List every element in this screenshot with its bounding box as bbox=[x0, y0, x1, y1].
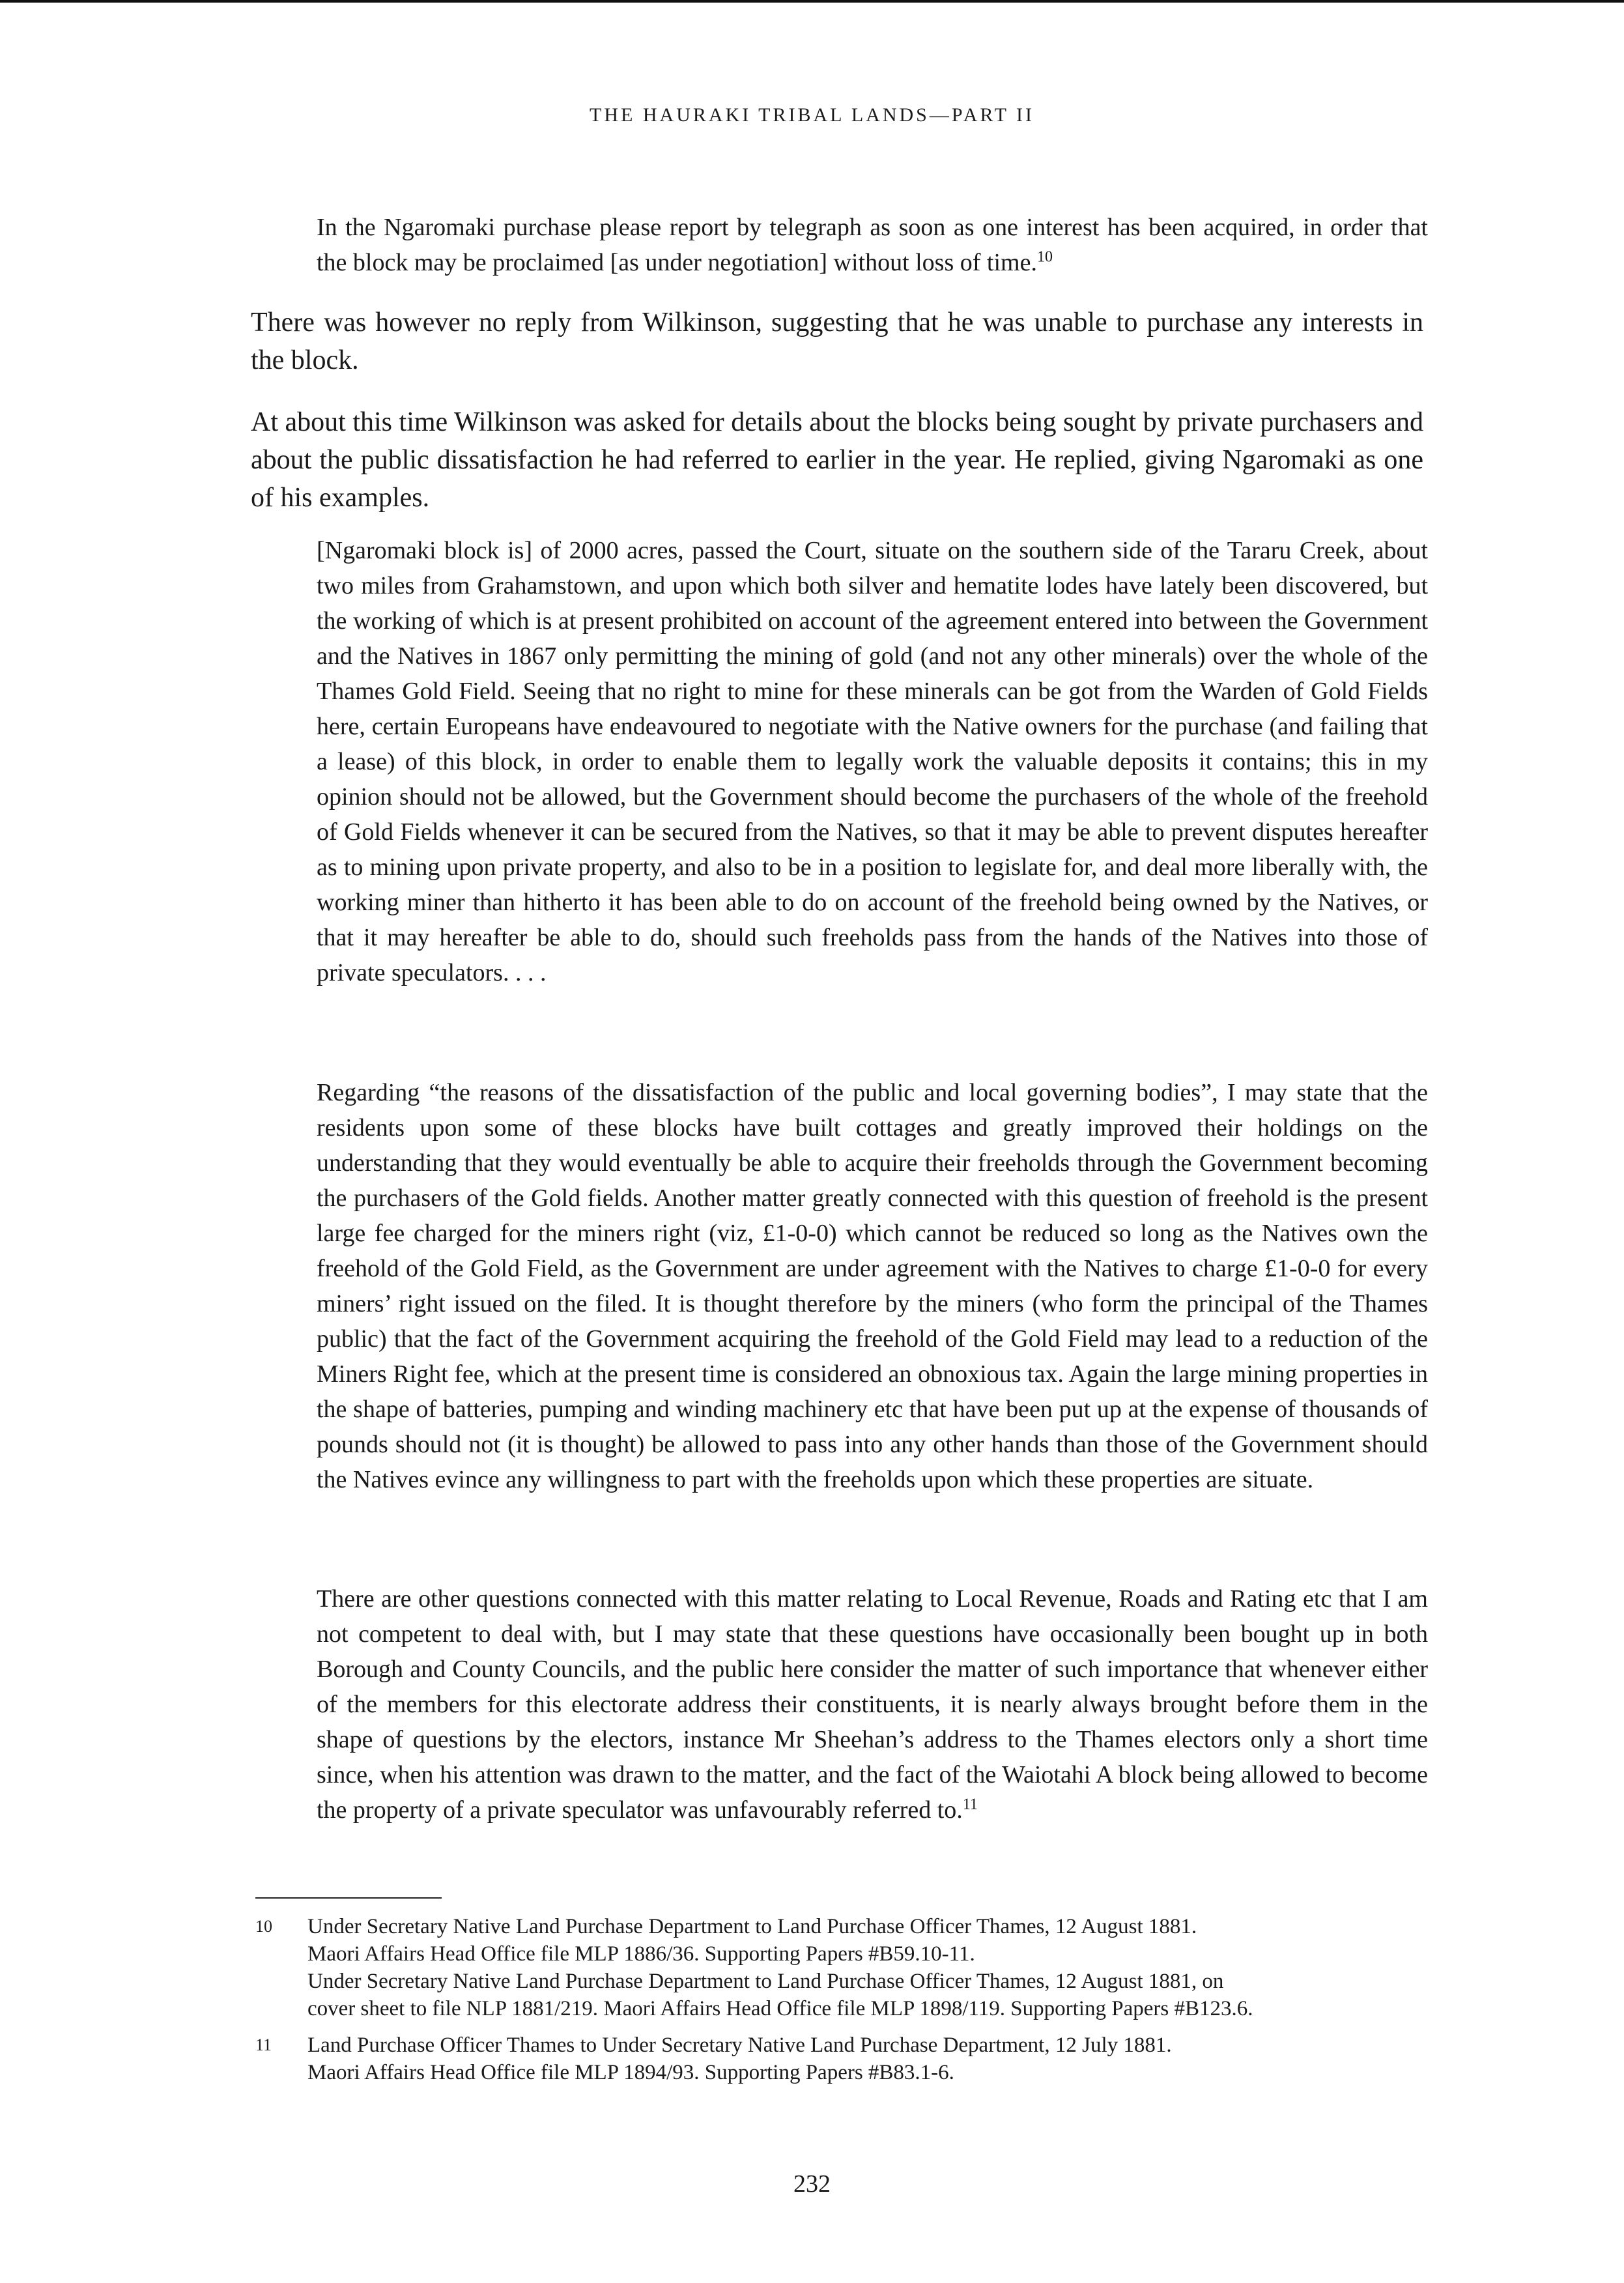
footnote-line: Maori Affairs Head Office file MLP 1894/93. Supporting Papers #B83.1-6. bbox=[307, 2061, 954, 2084]
quote-telegram-text: In the Ngaromaki purchase please report by telegraph as soon as one interest has been acquired, in order that the block may be proclaimed [as under negotiation] without loss of time. bbox=[317, 214, 1428, 276]
running-header: THE HAURAKI TRIBAL LANDS—PART II bbox=[590, 104, 1034, 126]
footnote-10 bbox=[255, 1913, 1428, 2022]
quote-ngaromaki-block: [Ngaromaki block is] of 2000 acres, passed the Court, situate on the southern side of the Tararu Creek, about two miles from Grahamstown, and upon which both silver and hematite lodes have lately been discovered, but the working of which is at present prohibited on account of the agreement entered into between the Government and the Natives in 1867 only permitting the mining of gold (and not any other minerals) over the whole of the Thames Gold Field. Seeing that no right to mine for these minerals can be got from the Warden of Gold Fields here, certain Europeans have endeavoured to negotiate with the Native owners for the purchase (and failing that a lease) of this block, in order to enable them to legally work the valuable deposits it contains; this in my opinion should not be allowed, but the Government should become the purchasers of the whole of the freehold of Gold Fields whenever it can be secured from the Natives, so that it may be able to prevent disputes hereafter as to mining upon private property, and also to be in a position to legislate for, and deal more liberally with, the working miner than hitherto it has been able to do on account of the freehold being owned by the Natives, or that it may hereafter be able to do, should such freeholds pass from the hands of the Natives into those of private speculators. . . . bbox=[317, 537, 1428, 986]
footnote-11 bbox=[255, 2032, 1428, 2086]
footnote-line: Maori Affairs Head Office file MLP 1886/36. Supporting Papers #B59.10-11. bbox=[307, 1942, 975, 1966]
footnote-line: Under Secretary Native Land Purchase Department to Land Purchase Officer Thames, 12 August 1881. bbox=[307, 1915, 1197, 1938]
footnote-line: Land Purchase Officer Thames to Under Secretary Native Land Purchase Department, 12 July 1881. bbox=[307, 2033, 1172, 2057]
footnote-number: 10 bbox=[255, 1917, 272, 1936]
paragraph-no-reply: There was however no reply from Wilkinson, suggesting that he was unable to purchase any interests in the block. bbox=[251, 308, 1423, 375]
quote-other-questions-text: There are other questions connected with this matter relating to Local Revenue, Roads and Rating etc that I am not competent to deal with, but I may state that these questions have occasionally been bought up in both Borough and County Councils, and the public here consider the matter of such importance that whenever either of the members for this electorate address their constituents, it is nearly always brought before them in the shape of questions by the electors, instance Mr Sheehan’s address to the Thames electors only a short time since, when his attention was drawn to the matter, and the fact of the Waiotahi A block being allowed to become the property of a private speculator was unfavourably referred to. bbox=[317, 1585, 1428, 1824]
footnote-number: 11 bbox=[255, 2035, 272, 2054]
footnote-separator bbox=[255, 1897, 442, 1899]
quote-reasons-dissatisfaction: Regarding “the reasons of the dissatisfaction of the public and local governing bodies”, I may state that the residents upon some of these blocks have built cottages and greatly improved their holdings on the understanding that they would eventually be able to acquire their freeholds through the Government becoming the purchasers of the Gold fields. Another matter greatly connected with this question of freehold is the present large fee charged for the miners right (viz, £1-0-0) which cannot be reduced so long as the Natives own the freehold of the Gold Field, as the Government are under agreement with the Natives to charge £1-0-0 for every miners’ right issued on the filed. It is thought therefore by the miners (who form the principal of the Thames public) that the fact of the Government acquiring the freehold of the Gold Field may lead to a reduction of the Miners Right fee, which at the present time is considered an obnoxious tax. Again the large mining properties in the shape of batteries, pumping and winding machinery etc that have been put up at the expense of thousands of pounds should not (it is thought) be allowed to pass into any other hands than those of the Government should the Natives evince any willingness to part with the freeholds upon which these properties are situate. bbox=[317, 1079, 1428, 1493]
footnote-ref-10: 10 bbox=[1036, 248, 1053, 266]
top-border-rule bbox=[0, 0, 1624, 3]
paragraph-details-request: At about this time Wilkinson was asked for details about the blocks being sought by private purchasers and about the public dissatisfaction he had referred to earlier in the year. He replied, giving Ngaromaki as one of his examples. bbox=[251, 407, 1423, 513]
footnote-line: Under Secretary Native Land Purchase Department to Land Purchase Officer Thames, 12 August 1881, on bbox=[307, 1970, 1224, 1993]
footnote-ref-11: 11 bbox=[962, 1796, 978, 1813]
page-number: 232 bbox=[793, 2170, 831, 2198]
quote-telegram bbox=[317, 210, 1428, 280]
quote-other-questions bbox=[317, 1581, 1428, 1828]
footnote-line: cover sheet to file NLP 1881/219. Maori Affairs Head Office file MLP 1898/119. Supporting Papers #B123.6. bbox=[307, 1997, 1253, 2020]
